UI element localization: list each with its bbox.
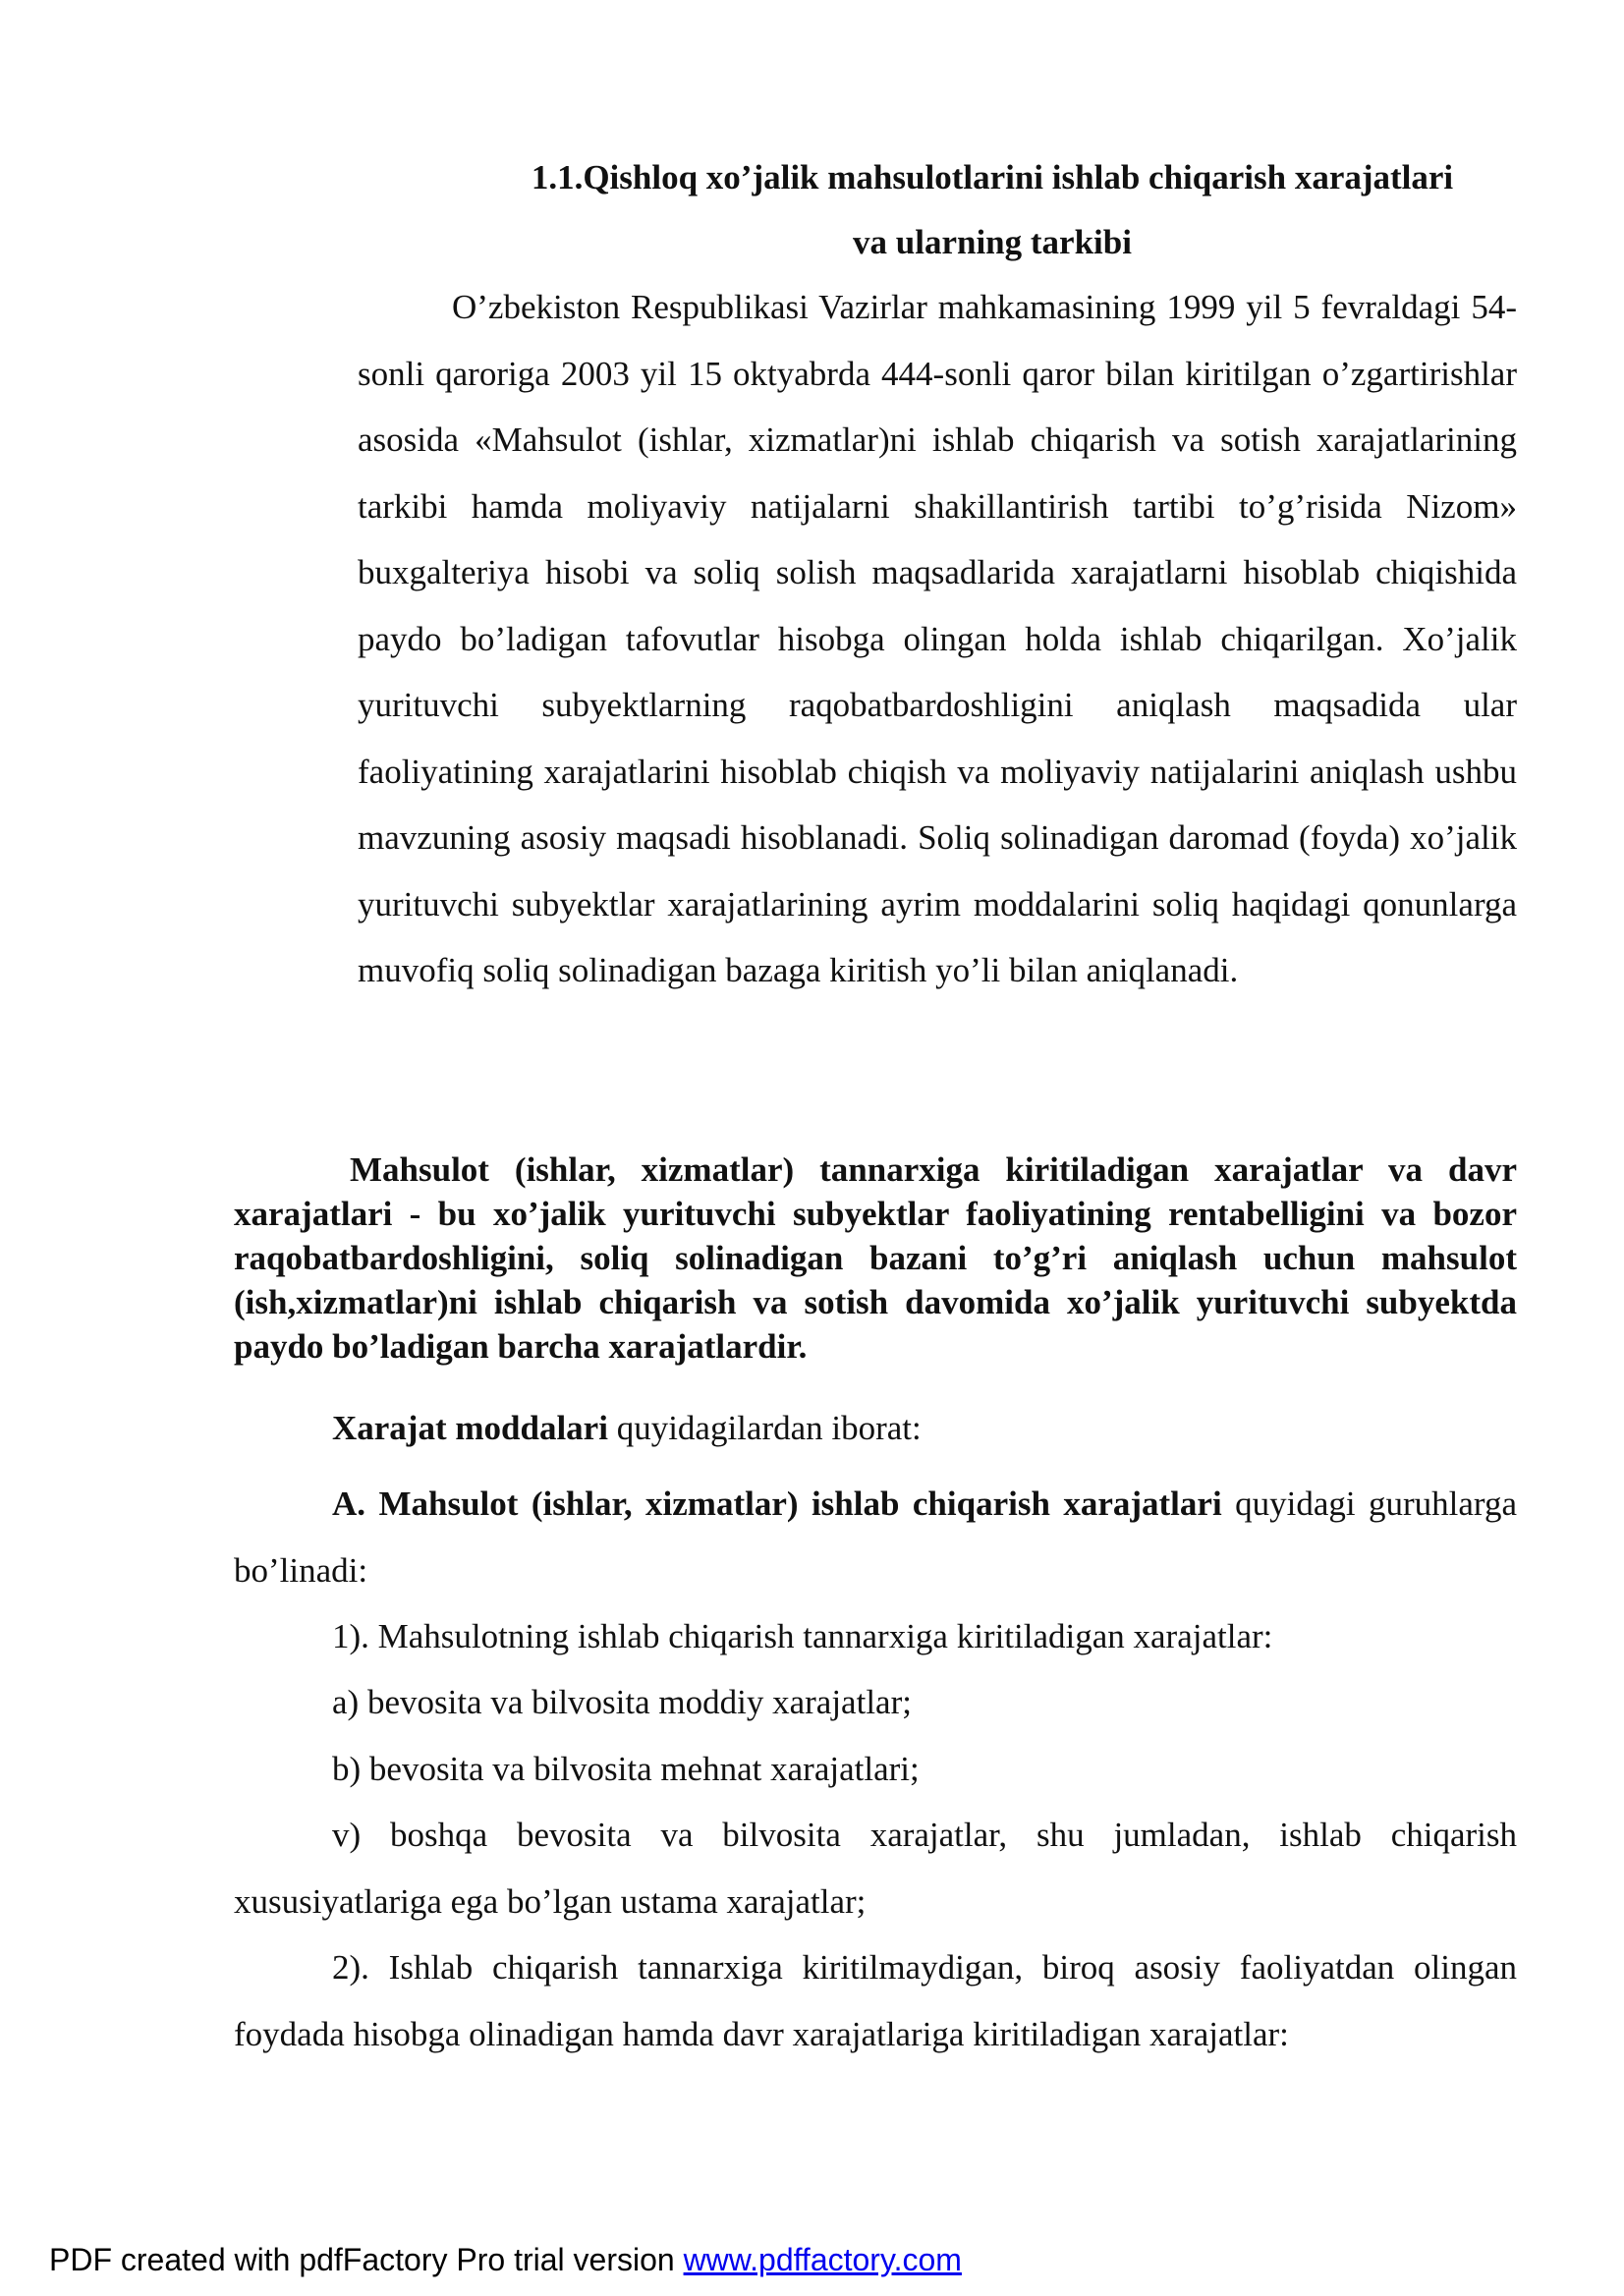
intro-paragraph: O’zbekiston Respublikasi Vazirlar mahkamasining 1999 yil 5 fevraldagi 54-sonli qaroriga 2003 yil 15 oktyabrda 444-sonli qaror bilan kiritilgan o’zgartirishlar asosida «Mahsulot (ishlar, xizmatlar)ni ishlab chiqarish va sotish xarajatlarining tarkibi hamda moliyaviy natijalarni shakillantirish tartibi to’g’risida Nizom» buxgalteriya hisobi va soliq solish maqsadlarida xarajatlarni hisoblab chiqishida paydo bo’ladigan tafovutlar hisobga olingan holda ishlab chiqarilgan. Xo’jalik yurituvchi subyektlarning raqobatbardoshligini aniqlash maqsadida ular faoliyatining xarajatlarini hisoblab chiqish va moliyaviy natijalarini aniqlash ushbu mavzuning asosiy maqsadi hisoblanadi. Soliq solinadigan daromad (foyda) xo’jalik yurituvchi subyektlar xarajatlarining ayrim moddalarini soliq haqidagi qonunlarga muvofiq soliq solinadigan bazaga kiritish yo’li bilan aniqlanadi. [358,288,1517,989]
pdf-footer [49,2242,962,2278]
group-a-bold: A. Mahsulot (ishlar, xizmatlar) ishlab chiqarish xarajatlari [332,1484,1222,1523]
section-heading [462,145,1523,275]
footer-text: PDF created with pdfFactory Pro trial version [49,2242,684,2277]
definition-paragraph: Mahsulot (ishlar, xizmatlar) tannarxiga kiritiladigan xarajatlar va davr xarajatlari - bu xo’jalik yurituvchi subyektlar faoliyatining rentabelligini va bozor raqobatbardoshligini, soliq solinadigan bazani to’g’ri aniqlash uchun mahsulot (ish,xizmatlar)ni ishlab chiqarish va sotish davomida xo’jalik yurituvchi subyektda paydo bo’ladigan barcha xarajatlardir. [234,1150,1517,1366]
heading-line-2: va ularning tarkibi [853,223,1132,261]
expense-items-intro [234,1395,1517,1462]
heading-line-1: 1.1.Qishloq xo’jalik mahsulotlarini ishlab chiqarish xarajatlari [531,158,1454,196]
item-a: a) bevosita va bilvosita moddiy xarajatlar; [332,1683,912,1721]
expense-items-bold: Xarajat moddalari [332,1409,608,1447]
group-a-rest: quyidagi guruhlarga bo’linadi: [234,1484,1517,1590]
footer-link[interactable]: www.pdffactory.com [683,2242,962,2277]
item-1: 1). Mahsulotning ishlab chiqarish tannarxiga kiritiladigan xarajatlar: [332,1617,1273,1655]
item-v: v) boshqa bevosita va bilvosita xarajatlar, shu jumladan, ishlab chiqarish xususiyatlariga ega bo’lgan ustama xarajatlar; [234,1816,1517,1921]
group-a-paragraph [234,1471,1517,1603]
item-b: b) bevosita va bilvosita mehnat xarajatlari; [332,1750,920,1788]
expense-items-rest: quyidagilardan iborat: [607,1409,922,1447]
item-2: 2). Ishlab chiqarish tannarxiga kiritilmaydigan, biroq asosiy faoliyatdan olingan foydada hisobga olinadigan hamda davr xarajatlariga kiritiladigan xarajatlar: [234,1948,1517,2053]
